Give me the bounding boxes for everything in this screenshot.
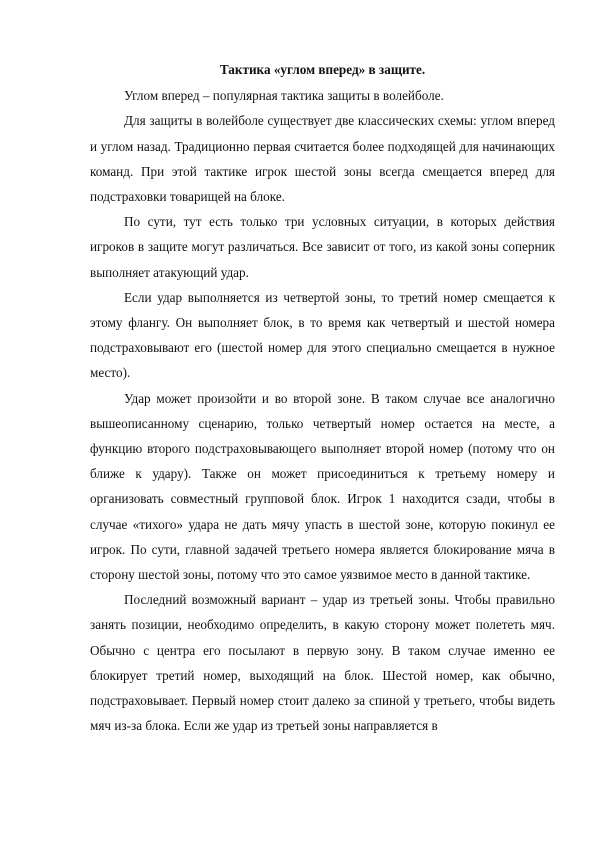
paragraph-third-zone: Последний возможный вариант – удар из третьей зоны. Чтобы правильно занять позиции, необходимо определить, в какую сторону может полететь мяч. Обычно с центра его посылают в первую зону. В таком случае именно ее блокирует третий номер, выходящий на блок. Шестой номер, как обычно, подстраховывает. Первый номер стоит далеко за спиной у третьего, чтобы видеть мяч из-за блока. Если же удар из третьей зоны направляется в [90,592,555,734]
paragraph-second-zone: Удар может произойти и во второй зоне. В таком случае все аналогично вышеописанному сценарию, только четвертый номер остается на месте, а функцию второго подстраховывающего выполняет второй номер (потому что он ближе к удару). Также он может присоединиться к третьему номеру и организовать совместный групповой блок. Игрок 1 находится сзади, чтобы в случае «тихого» удара не дать мячу упасть в шестой зоне, которую покинул ее игрок. По сути, главной задачей третьего номера является блокирование мяча в сторону шестой зоны, потому что это самое уязвимое место в данной тактике. [90,390,555,583]
document-title: Тактика «углом вперед» в защите. [219,62,426,77]
paragraph-fourth-zone: Если удар выполняется из четвертой зоны, то третий номер смещается к этому флангу. Он выполняет блок, в то время как четвертый и шестой номера подстраховывают его (шестой номер для этого специально смещается в нужное место). [90,289,555,381]
paragraph-schemes: Для защиты в волейболе существует две классических схемы: углом вперед и углом назад. Традиционно первая считается более подходящей для начинающих команд. При этой тактике игрок шестой зоны всегда смещается вперед для подстраховки товарищей на блоке. [90,113,555,205]
paragraph-intro: Углом вперед – популярная тактика защиты в волейболе. [124,88,444,104]
paragraph-situations: По сути, тут есть только три условных ситуации, в которых действия игроков в защите могут различаться. Все зависит от того, из какой зоны соперник выполняет атакующий удар. [90,214,555,280]
